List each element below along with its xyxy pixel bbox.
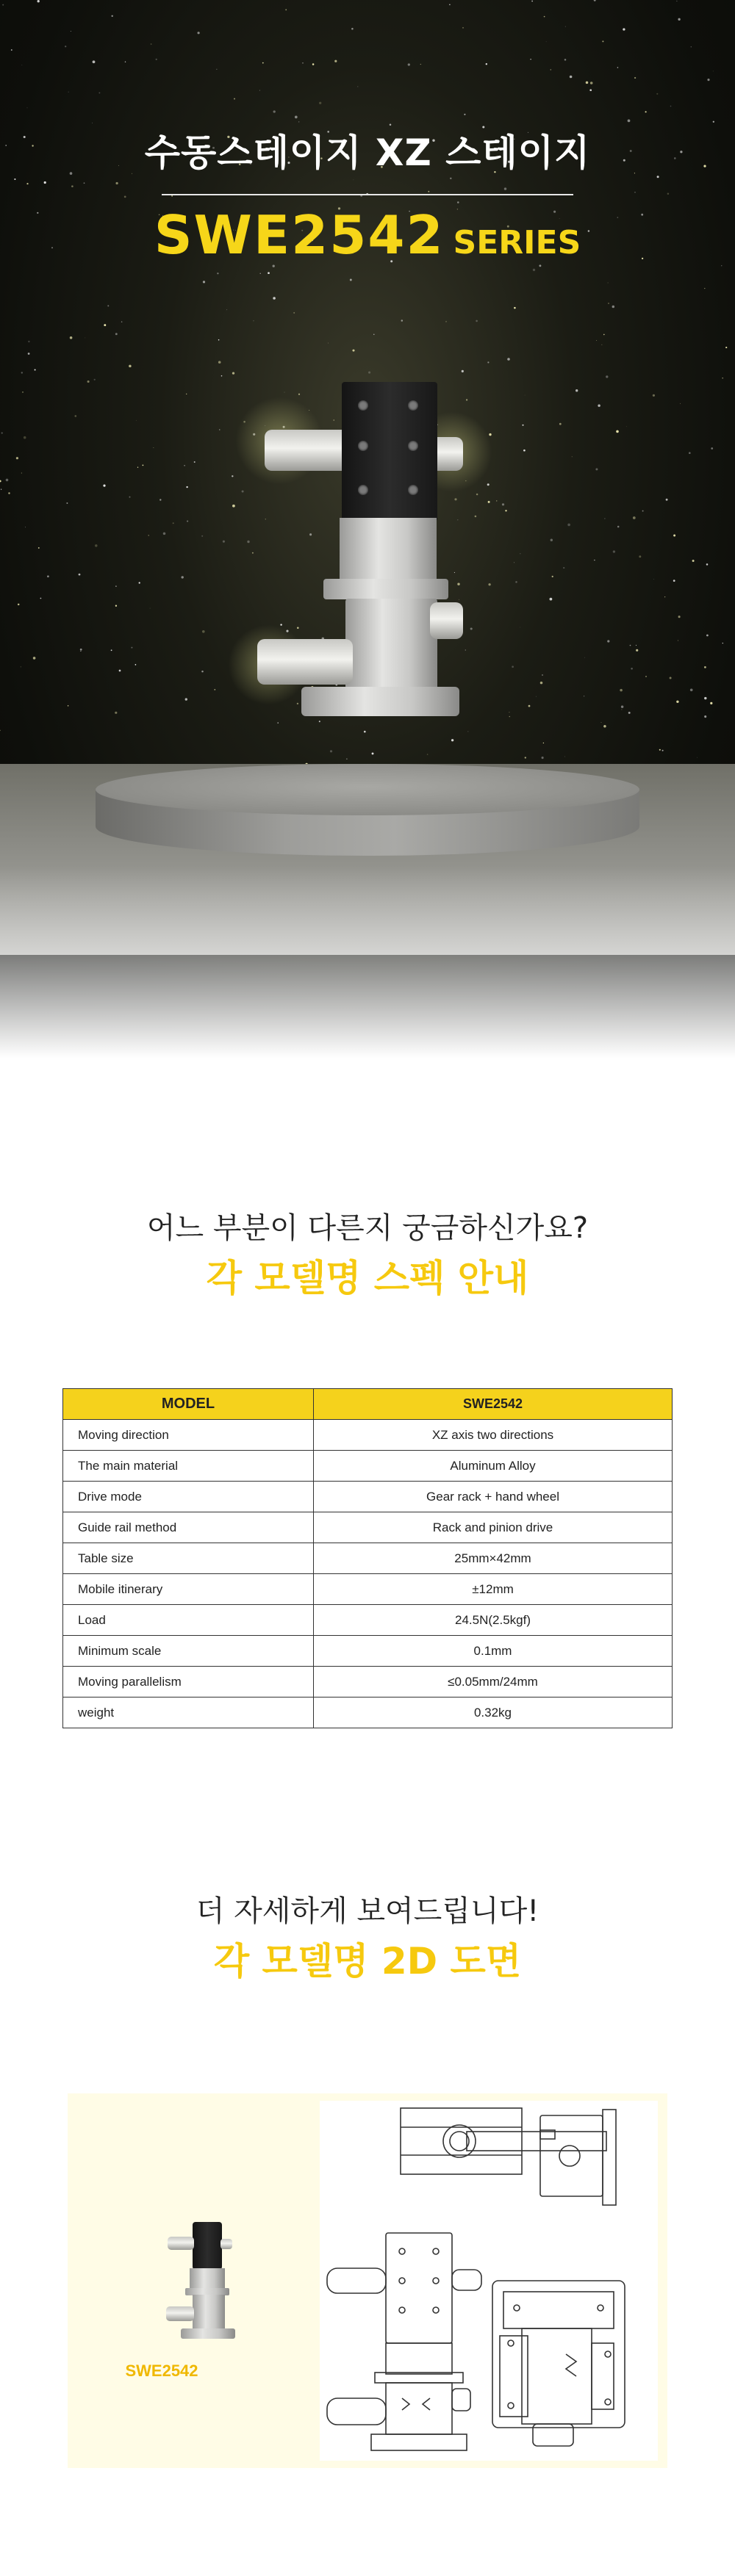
spec-value: 24.5N(2.5kgf) [314, 1605, 673, 1636]
spec-value: Gear rack + hand wheel [314, 1482, 673, 1512]
spec-table [62, 1388, 673, 1728]
technical-drawing [320, 2101, 658, 2461]
table-row [63, 1543, 673, 1574]
table-row [63, 1512, 673, 1543]
spec-value: Rack and pinion drive [314, 1512, 673, 1543]
drawing-top-view [401, 2108, 616, 2205]
table-row [63, 1636, 673, 1667]
hero-series [0, 204, 735, 266]
spec-label: Drive mode [63, 1482, 314, 1512]
thumbnail-model-label: SWE2542 [125, 2362, 198, 2380]
spec-label: Minimum scale [63, 1636, 314, 1667]
spec-table-header [63, 1389, 673, 1420]
drawing-heading: 각 모델명 2D 도면 [213, 1940, 522, 1982]
spec-value: 25mm×42mm [314, 1543, 673, 1574]
table-row [63, 1605, 673, 1636]
spec-value: XZ axis two directions [314, 1420, 673, 1451]
table-row [63, 1667, 673, 1698]
spec-header-value: SWE2542 [314, 1389, 673, 1420]
spec-question: 어느 부분이 다른지 궁금하신가요? [146, 1211, 589, 1245]
spec-label: Mobile itinerary [63, 1574, 314, 1605]
hero-title: 수동스테이지 XZ 스테이지 [144, 131, 591, 174]
spec-label: Load [63, 1605, 314, 1636]
table-row [63, 1574, 673, 1605]
spec-label: Moving direction [63, 1420, 314, 1451]
spec-value: 0.1mm [314, 1636, 673, 1667]
podium-top [96, 764, 639, 815]
spec-label: Moving parallelism [63, 1667, 314, 1698]
spec-label: Table size [63, 1543, 314, 1574]
series-suffix: SERIES [453, 224, 581, 261]
hero-fade [0, 867, 735, 1058]
spec-value: ≤0.05mm/24mm [314, 1667, 673, 1698]
table-row [63, 1482, 673, 1512]
drawing-subtitle: 더 자세하게 보여드립니다! [196, 1894, 539, 1928]
spec-header-model: MODEL [63, 1389, 314, 1420]
spec-value: Aluminum Alloy [314, 1451, 673, 1482]
spec-label: The main material [63, 1451, 314, 1482]
drawing-front-view [327, 2233, 481, 2450]
table-row [63, 1420, 673, 1451]
spec-label: weight [63, 1698, 314, 1728]
spec-heading: 각 모델명 스펙 안내 [206, 1257, 529, 1299]
table-row [63, 1451, 673, 1482]
spec-label: Guide rail method [63, 1512, 314, 1543]
drawing-side-view [492, 2281, 625, 2446]
series-code: SWE2542 [154, 204, 445, 266]
table-row [63, 1698, 673, 1728]
spec-value: ±12mm [314, 1574, 673, 1605]
hero-divider [162, 194, 573, 195]
spec-value: 0.32kg [314, 1698, 673, 1728]
